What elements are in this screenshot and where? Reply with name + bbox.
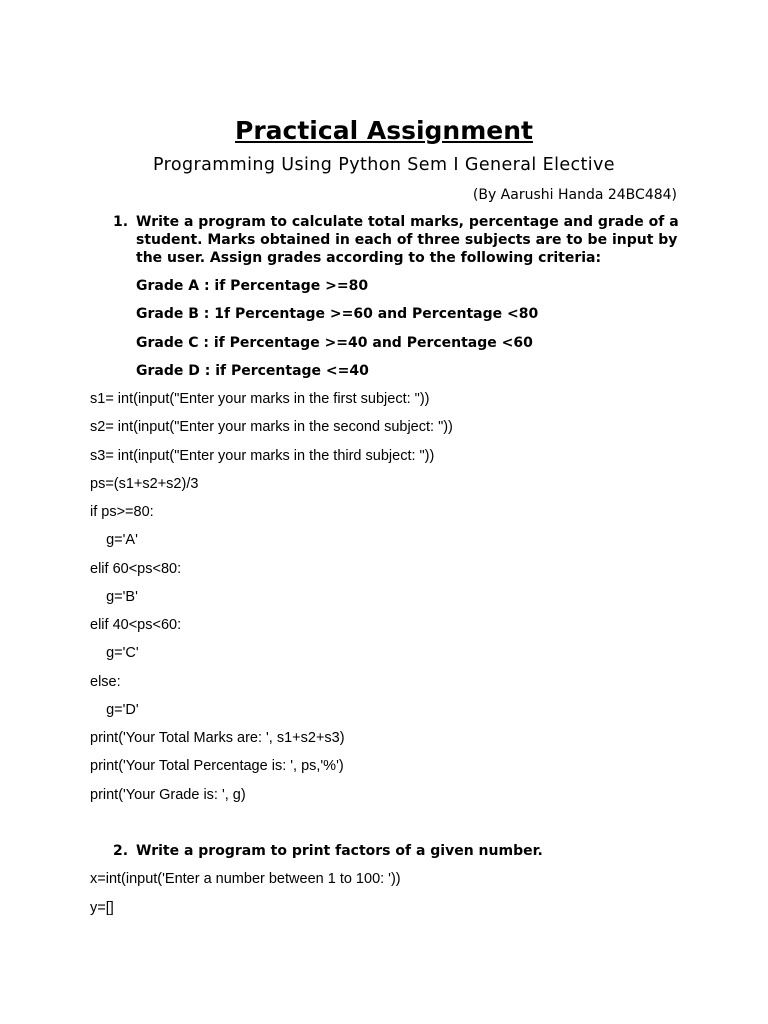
code-line: s3= int(input("Enter your marks in the third subject: ")) (90, 448, 435, 464)
code-line: s1= int(input("Enter your marks in the first subject: ")) (90, 391, 430, 407)
code-line: x=int(input('Enter a number between 1 to 100: ')) (90, 871, 401, 887)
code-line: g='D' (90, 702, 139, 718)
grade-criterion-b: Grade B : 1f Percentage >=60 and Percentage <80 (136, 306, 539, 322)
code-line: print('Your Total Marks are: ', s1+s2+s3) (90, 730, 345, 746)
author-line: (By Aarushi Handa 24BC484) (472, 187, 677, 203)
question-2-text: Write a program to print factors of a given number. (136, 843, 543, 859)
question-1-text: Write a program to calculate total marks, percentage and grade of a student. Marks obtained in each of three subjects are to be input by the user. Assign grades according to the following criteria: (136, 214, 679, 266)
code-line: s2= int(input("Enter your marks in the second subject: ")) (90, 419, 453, 435)
code-line: g='B' (90, 589, 138, 605)
code-line: elif 60<ps<80: (90, 561, 182, 577)
code-line: ps=(s1+s2+s2)/3 (90, 476, 199, 492)
code-line: g='C' (90, 645, 139, 661)
code-line: if ps>=80: (90, 504, 154, 520)
code-line: print('Your Grade is: ', g) (90, 787, 246, 803)
grade-criterion-d: Grade D : if Percentage <=40 (136, 363, 369, 379)
code-line: print('Your Total Percentage is: ', ps,'%') (90, 758, 344, 774)
code-line: else: (90, 674, 121, 690)
code-line: elif 40<ps<60: (90, 617, 182, 633)
code-line: g='A' (90, 532, 138, 548)
document-subtitle: Programming Using Python Sem I General Elective (153, 155, 615, 175)
question-2-number: 2. (113, 843, 129, 859)
code-line: y=[] (90, 900, 114, 916)
grade-criterion-c: Grade C : if Percentage >=40 and Percentage <60 (136, 335, 533, 351)
document-title: Practical Assignment (235, 116, 533, 145)
question-1-number: 1. (113, 214, 129, 230)
grade-criterion-a: Grade A : if Percentage >=80 (136, 278, 369, 294)
